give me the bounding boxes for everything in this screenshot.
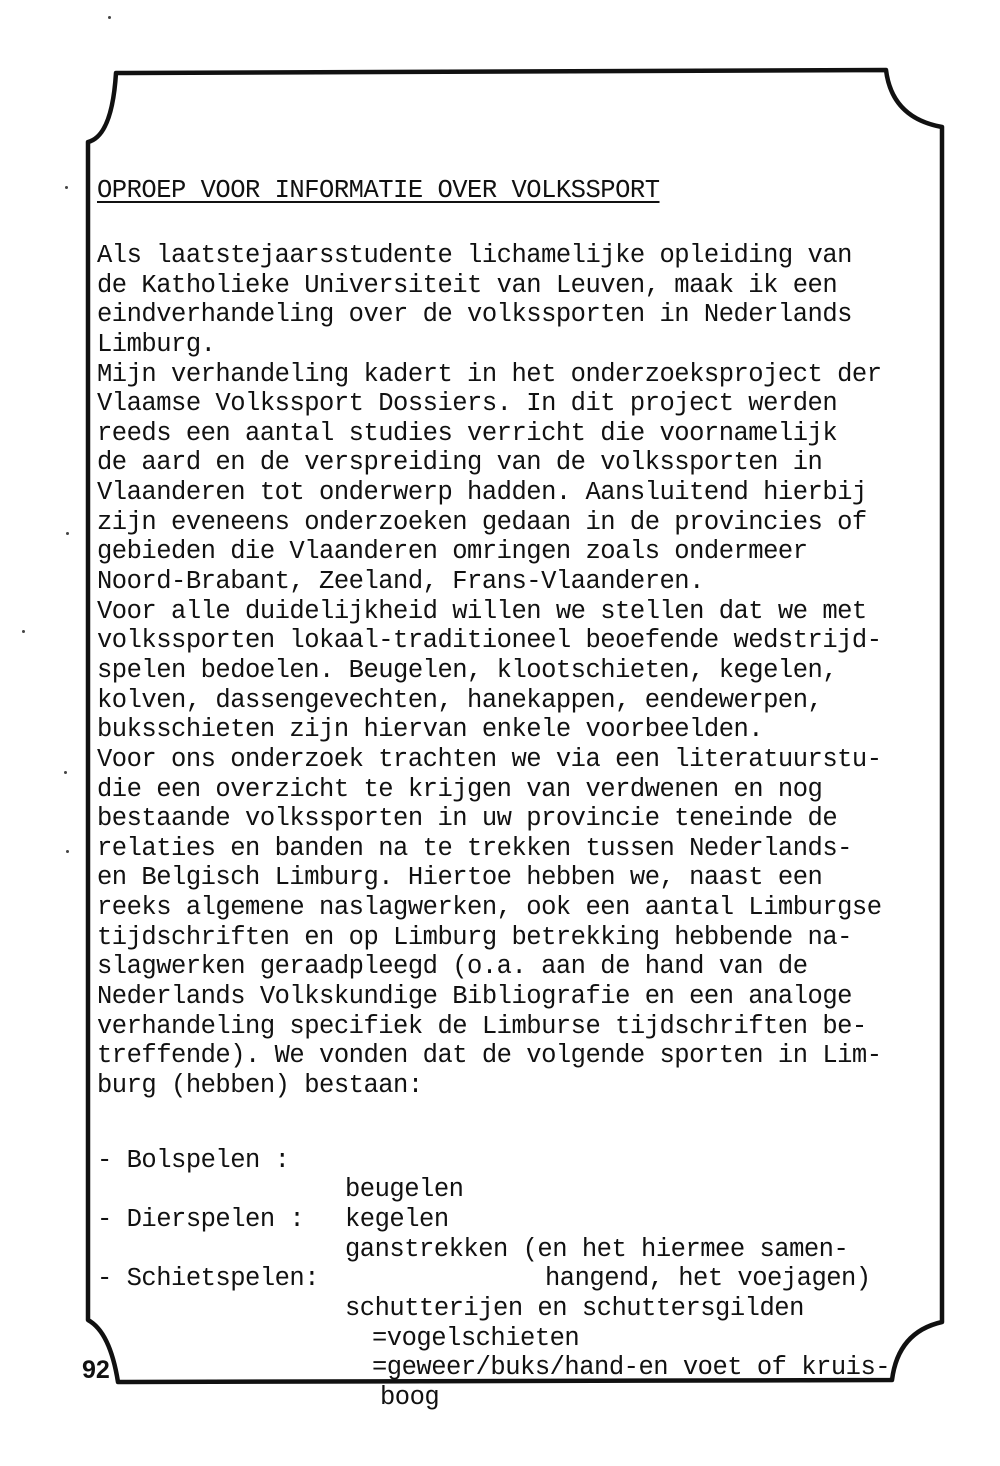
text-line: gebieden die Vlaanderen omringen zoals ondermeer: [97, 537, 808, 567]
text-line: buksschieten zijn hiervan enkele voorbeelden.: [97, 715, 764, 745]
text-line: die een overzicht te krijgen van verdwenen en nog: [97, 774, 823, 804]
scan-speck: [108, 16, 111, 19]
text-line: de aard en de verspreiding van de volkssporten in: [97, 448, 823, 478]
list-label: - Dierspelen :: [97, 1204, 305, 1234]
text-line: en Belgisch Limburg. Hiertoe hebben we, naast een: [97, 863, 823, 893]
list-value: beugelen: [345, 1175, 464, 1205]
text-line: reeds een aantal studies verricht die voornamelijk: [97, 418, 838, 448]
text-line: Vlaamse Volkssport Dossiers. In dit project werden: [97, 389, 838, 419]
text-line: Nederlands Volkskundige Bibliografie en een analoge: [97, 982, 852, 1012]
text-line: Limburg.: [97, 329, 216, 359]
list-value: kegelen: [345, 1204, 449, 1234]
text-line: Als laatstejaarsstudente lichamelijke opleiding van: [97, 241, 852, 270]
list-value: ganstrekken (en het hiermee samen-: [345, 1234, 849, 1264]
scan-speck: [22, 630, 25, 633]
text-line: Mijn verhandeling kadert in het onderzoeksproject der: [97, 359, 882, 389]
text-line: treffende). We vonden dat de volgende sporten in Lim-: [97, 1041, 882, 1071]
text-line: bestaande volkssporten in uw provincie teneinde de: [97, 804, 838, 834]
scan-speck: [66, 850, 69, 853]
text-line: Voor ons onderzoek trachten we via een literatuurstu-: [97, 744, 882, 774]
text-line: eindverhandeling over de volkssporten in Nederlands: [97, 300, 852, 330]
text-line: reeks algemene naslagwerken, ook een aantal Limburgse: [97, 893, 882, 923]
text-line: tijdschriften en op Limburg betrekking hebbende na-: [97, 922, 852, 952]
text-line: burg (hebben) bestaan:: [97, 1070, 423, 1100]
sports-list: [97, 1116, 937, 1412]
text-line: Noord-Brabant, Zeeland, Frans-Vlaanderen.: [97, 567, 704, 597]
text-line: Voor alle duidelijkheid willen we stellen dat we met: [97, 596, 867, 626]
page-number: 92: [82, 1356, 110, 1384]
text-line: kolven, dassengevechten, hanekappen, eendewerpen,: [97, 685, 823, 715]
text-line: de Katholieke Universiteit van Leuven, maak ik een: [97, 270, 838, 300]
list-value: boog: [380, 1382, 440, 1412]
list-label: - Schietspelen:: [97, 1264, 320, 1294]
scan-speck: [64, 771, 67, 774]
list-value: =geweer/buks/hand-en voet of kruis-: [372, 1353, 891, 1383]
text-line: verhandeling specifiek de Limburse tijdschriften be-: [97, 1011, 867, 1041]
list-value: =vogelschieten: [372, 1323, 580, 1353]
list-item: [97, 1116, 937, 1205]
list-value: schutterijen en schuttersgilden: [345, 1293, 804, 1323]
document-body: [97, 241, 937, 1101]
list-value: hangend, het voejagen): [545, 1264, 871, 1294]
document-title: OPROEP VOOR INFORMATIE OVER VOLKSSPORT: [97, 176, 660, 205]
text-line: slagwerken geraadpleegd (o.a. aan de hand van de: [97, 952, 808, 982]
text-line: Vlaanderen tot onderwerp hadden. Aansluitend hierbij: [97, 478, 867, 508]
text-line: zijn eveneens onderzoeken gedaan in de provincies of: [97, 507, 867, 537]
text-line: volkssporten lokaal-traditioneel beoefende wedstrijd-: [97, 626, 882, 656]
scan-speck: [66, 532, 69, 535]
text-line: relaties en banden na te trekken tussen Nederlands-: [97, 833, 852, 863]
text-line: spelen bedoelen. Beugelen, klootschieten, kegelen,: [97, 655, 838, 685]
list-label: - Bolspelen :: [97, 1145, 290, 1175]
scan-speck: [65, 186, 68, 189]
